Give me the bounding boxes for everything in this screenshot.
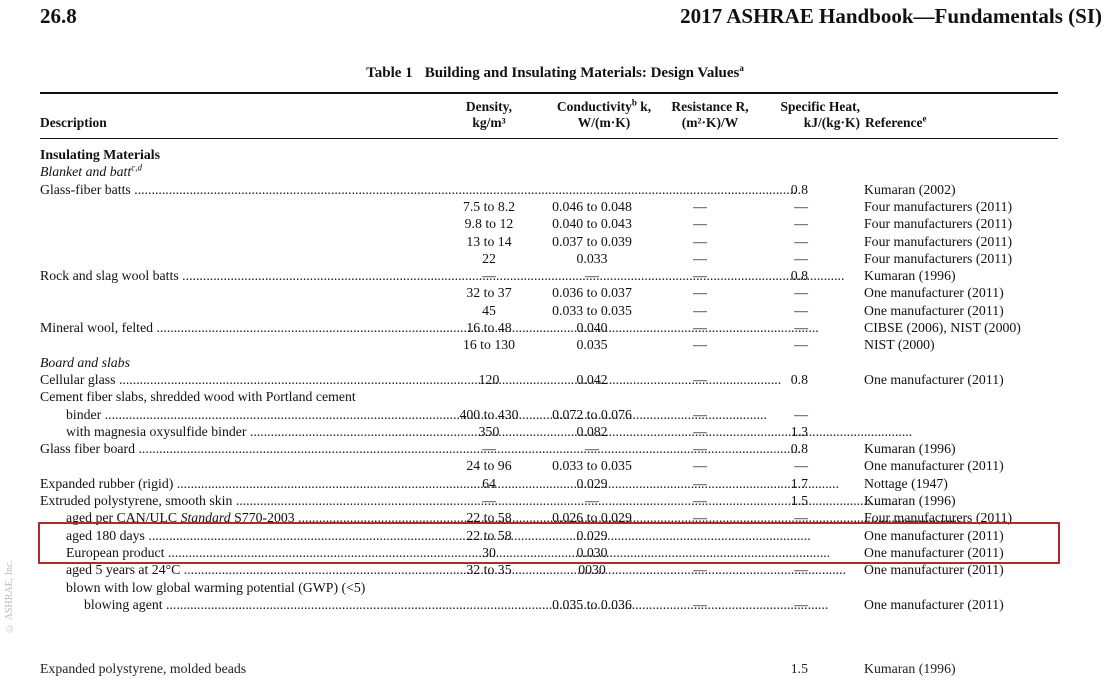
cell-density: 7.5 to 8.2 xyxy=(462,198,516,214)
cell-description: Mineral wool, felted ..... xyxy=(40,319,450,336)
cell-resistance: — xyxy=(693,371,707,387)
cell-specific-heat: 0.8 xyxy=(790,371,808,387)
cell-description: Expanded rubber (rigid) ..... xyxy=(40,475,450,492)
cell-resistance: — xyxy=(693,233,707,249)
cell-reference: One manufacturer (2011) xyxy=(864,596,1004,612)
cell-reference: One manufacturer (2011) xyxy=(864,285,1004,301)
table-row xyxy=(40,284,1058,301)
cell-conductivity: 0.029 xyxy=(576,527,608,543)
cell-reference: One manufacturer (2011) xyxy=(864,562,1004,578)
table-row xyxy=(40,596,1058,613)
table-row xyxy=(40,423,1058,440)
cell-specific-heat: — xyxy=(794,596,808,612)
cell-specific-heat: — xyxy=(794,337,808,353)
cell-conductivity: 0.035 to 0.036 xyxy=(552,596,632,612)
table-row xyxy=(40,319,1058,336)
cell-description: Blanket and batt$^{c,d}$ xyxy=(40,162,142,180)
table-row xyxy=(40,457,1058,474)
table-row xyxy=(40,198,1058,215)
cell-specific-heat: 1.7 xyxy=(790,475,808,491)
cell-conductivity: 0.026 to 0.029 xyxy=(552,510,632,526)
table-header-rule xyxy=(40,138,1058,139)
cell-specific-heat: — xyxy=(794,198,808,214)
cell-density: 30 xyxy=(482,544,496,560)
cell-reference: One manufacturer (2011) xyxy=(864,544,1004,560)
cell-reference: One manufacturer (2011) xyxy=(864,458,1004,474)
cell-density: 22 to 58 xyxy=(466,510,512,526)
table-row xyxy=(40,440,1058,457)
cell-resistance: — xyxy=(693,250,707,266)
cell-resistance: — xyxy=(693,510,707,526)
cell-specific-heat: 0.8 xyxy=(790,181,808,197)
cell-resistance: — xyxy=(693,302,707,318)
cell-reference: Kumaran (1996) xyxy=(864,493,956,508)
table-row xyxy=(40,406,1058,423)
cell-description: with magnesia oxysulfide binder ..... xyxy=(40,423,450,440)
table-row xyxy=(40,233,1058,250)
cell-specific-heat: 0.8 xyxy=(790,441,808,457)
table-row xyxy=(40,302,1058,319)
cell-density: 24 to 96 xyxy=(466,458,512,474)
cell-specific-heat: 1.3 xyxy=(790,423,808,439)
page-number: 26.8 xyxy=(40,4,77,28)
cell-reference: NIST (2000) xyxy=(864,337,935,353)
cell-density: 13 to 14 xyxy=(466,233,512,249)
cell-description: blown with low global warming potential (GWP) (<5) xyxy=(66,579,366,595)
table-row xyxy=(40,371,1058,388)
cell-resistance: — xyxy=(693,268,707,284)
running-title: 2017 ASHRAE Handbook—Fundamentals (SI) xyxy=(680,4,1102,28)
table-title-text: Building and Insulating Materials: Design Values xyxy=(424,65,740,81)
cell-density: 32 to 35 xyxy=(466,562,512,578)
cell-description: Insulating Materials xyxy=(40,147,160,162)
cell-conductivity: 0.072 to 0.076 xyxy=(552,406,632,422)
cell-conductivity: 0.040 xyxy=(576,320,608,335)
cell-description: Extruded polystyrene, smooth skin ..... xyxy=(40,492,450,509)
cell-conductivity: 0.033 xyxy=(576,250,608,266)
cell-description: aged 5 years at 24°C ..... xyxy=(40,561,450,578)
cell-conductivity: 0.029 xyxy=(576,475,608,491)
cell-conductivity: 0.035 xyxy=(576,337,608,353)
header-density: Density, kg/m³ xyxy=(465,99,513,130)
table-row xyxy=(40,579,1058,596)
cell-density: 32 to 37 xyxy=(466,285,512,301)
cell-description: aged 180 days ..... xyxy=(40,527,450,544)
cell-reference: One manufacturer (2011) xyxy=(864,527,1004,543)
table-row xyxy=(40,336,1058,353)
cell-reference: One manufacturer (2011) xyxy=(864,371,1004,387)
cell-resistance: — xyxy=(693,423,707,439)
cell-density: — xyxy=(482,268,496,284)
cell-resistance: — xyxy=(693,198,707,214)
cell-specific-heat: — xyxy=(794,233,808,249)
cell-density: 350 xyxy=(478,423,500,439)
header-description: Description xyxy=(40,115,107,130)
cell-specific-heat: — xyxy=(794,216,808,232)
cell-resistance: — xyxy=(693,216,707,232)
cell-density: — xyxy=(482,493,496,508)
cell-specific-heat: — xyxy=(794,285,808,301)
cell-specific-heat: — xyxy=(794,458,808,474)
cell-conductivity: 0.036 to 0.037 xyxy=(552,285,632,301)
cell-description: Cement fiber slabs, shredded wood with Portland cement xyxy=(40,389,356,405)
cell-conductivity: 0.033 to 0.035 xyxy=(552,458,632,474)
cell-specific-heat: — xyxy=(794,320,808,335)
table-title xyxy=(0,65,1110,82)
cell-description: Glass-fiber batts ..... xyxy=(40,181,450,198)
cell-resistance: — xyxy=(693,441,707,457)
cell-reference: Four manufacturers (2011) xyxy=(864,510,1013,526)
cell-resistance: — xyxy=(693,406,707,422)
header-specific-heat: Specific Heat, kJ/(kg·K) xyxy=(780,99,860,130)
cell-description: binder ..... xyxy=(40,406,450,423)
cell-specific-heat: — xyxy=(794,562,808,578)
cell-density: 16 to 130 xyxy=(462,337,516,353)
table-title-footnote: a xyxy=(739,63,744,73)
cell-conductivity: 0.042 xyxy=(576,371,608,387)
watermark: © ASHRAE, Inc. xyxy=(4,560,15,634)
cell-density: 22 xyxy=(482,250,496,266)
table-row xyxy=(40,354,1058,371)
cell-description: Rock and slag wool batts ..... xyxy=(40,267,450,284)
cell-conductivity: 0.033 to 0.035 xyxy=(552,302,632,318)
cell-description: European product ..... xyxy=(40,544,450,561)
cell-reference: Four manufacturers (2011) xyxy=(864,233,1013,249)
cell-density: 45 xyxy=(482,302,496,318)
cell-reference: CIBSE (2006), NIST (2000) xyxy=(864,320,1021,335)
cell-specific-heat: 0.8 xyxy=(790,268,808,284)
cell-conductivity: 0.040 to 0.043 xyxy=(552,216,632,232)
cell-reference: Four manufacturers (2011) xyxy=(864,216,1013,232)
cell-density: — xyxy=(482,441,496,457)
table-row xyxy=(40,492,1058,509)
table-row xyxy=(40,475,1058,492)
cell-conductivity: 0.082 xyxy=(576,423,608,439)
cell-resistance: — xyxy=(693,458,707,474)
cell-resistance: — xyxy=(693,337,707,353)
cell-conductivity: 0030 xyxy=(578,562,606,578)
cell-density: 22 to 58 xyxy=(466,527,512,543)
cell-density: 64 xyxy=(482,475,496,491)
cell-reference: Four manufacturers (2011) xyxy=(864,250,1013,266)
cell-resistance: — xyxy=(693,320,707,335)
table-row xyxy=(40,388,1058,405)
cell-specific-heat: — xyxy=(794,406,808,422)
cell-density: 120 xyxy=(478,371,500,387)
cell-reference: Kumaran (2002) xyxy=(864,181,956,197)
cell-resistance: — xyxy=(693,285,707,301)
table-row xyxy=(40,163,1058,180)
cell-description: Board and slabs xyxy=(40,354,130,370)
cell-density: 16 to 48 xyxy=(466,320,512,335)
cell-conductivity: — xyxy=(585,268,599,284)
cell-resistance: — xyxy=(693,562,707,578)
cell-resistance: — xyxy=(693,475,707,491)
table-row xyxy=(40,250,1058,267)
cell-conductivity: 0.046 to 0.048 xyxy=(552,198,632,214)
cell-specific-heat: 1.5 xyxy=(790,493,808,508)
header-resistance: Resistance R, (m²·K)/W xyxy=(671,99,749,130)
table-row xyxy=(40,181,1058,198)
cell-density: 400 to 430 xyxy=(459,406,519,422)
table-row xyxy=(40,146,1058,163)
table-top-rule xyxy=(40,92,1058,94)
cell-conductivity: — xyxy=(585,493,599,508)
cell-conductivity: — xyxy=(585,441,599,457)
highlight-box xyxy=(38,522,1060,564)
table-row xyxy=(40,215,1058,232)
cell-description: aged per CAN/ULC Standard S770-2003 ..... xyxy=(40,509,450,526)
cell-specific-heat: — xyxy=(794,510,808,526)
cell-reference: Four manufacturers (2011) xyxy=(864,198,1013,214)
header-reference: Reference$^e$ xyxy=(865,113,927,130)
cell-description: Cellular glass ..... xyxy=(40,371,450,388)
cell-reference: Kumaran (1996) xyxy=(864,268,956,284)
cell-resistance: — xyxy=(693,596,707,612)
cell-description: blowing agent ..... xyxy=(40,596,450,613)
cell-reference: One manufacturer (2011) xyxy=(864,302,1004,318)
cell-specific-heat: — xyxy=(794,250,808,266)
cut-off-row: Expanded polystyrene, molded beads 1.5 Kumaran (1996) xyxy=(40,661,956,676)
cell-resistance: — xyxy=(693,493,707,508)
cell-specific-heat: — xyxy=(794,302,808,318)
cell-conductivity: 0.030 xyxy=(576,544,608,560)
cell-reference: Nottage (1947) xyxy=(864,475,948,491)
cell-density: 9.8 to 12 xyxy=(464,216,514,232)
cell-reference: Kumaran (1996) xyxy=(864,441,956,457)
cell-conductivity: 0.037 to 0.039 xyxy=(552,233,632,249)
cell-description: Glass fiber board ..... xyxy=(40,440,450,457)
table-row xyxy=(40,267,1058,284)
header-conductivity: Conductivity$^b$ k, W/(m·K) xyxy=(556,97,652,130)
table-number: Table 1 xyxy=(366,65,413,81)
